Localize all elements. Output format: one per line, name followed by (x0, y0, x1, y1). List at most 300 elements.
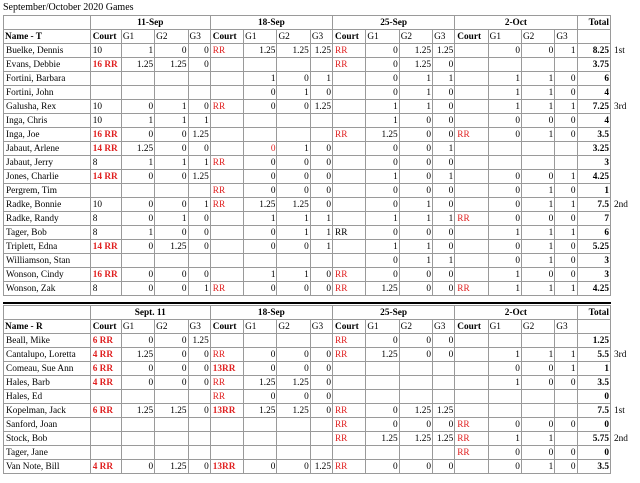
score-cell: 0 (244, 86, 277, 100)
court-cell (455, 268, 488, 282)
score-cell: 0 (521, 446, 554, 460)
player-name: Fortini, John (4, 86, 91, 100)
game-column-header: G2 (155, 30, 188, 44)
score-cell (488, 404, 521, 418)
score-cell: 1.25 (433, 404, 455, 418)
game-column-header: G1 (121, 30, 154, 44)
score-cell: 0 (433, 348, 455, 362)
score-cell: 0 (488, 198, 521, 212)
score-cell (155, 72, 188, 86)
score-cell (521, 404, 554, 418)
score-cell: 0 (366, 58, 399, 72)
score-cell (555, 156, 577, 170)
score-cell: 0 (521, 212, 554, 226)
score-cell: 1 (488, 72, 521, 86)
score-cell: 0 (310, 170, 332, 184)
total-cell: 3 (577, 254, 610, 268)
score-cell: 1 (399, 100, 432, 114)
score-cell: 0 (277, 390, 310, 404)
court-cell: RR (332, 460, 365, 474)
court-cell (333, 142, 366, 156)
score-cell: 1 (155, 114, 188, 128)
court-cell (90, 72, 121, 86)
column-header-row (4, 30, 611, 44)
score-cell (310, 432, 332, 446)
court-cell (455, 226, 488, 240)
score-cell: 0 (121, 240, 154, 254)
court-cell: 16 RR (90, 58, 121, 72)
court-cell (333, 100, 366, 114)
score-cell: 0 (244, 282, 277, 296)
score-cell: 0 (488, 114, 521, 128)
score-cell: 1.25 (399, 58, 432, 72)
score-cell: 0 (155, 142, 188, 156)
court-column-header: Court (90, 30, 121, 44)
court-cell (455, 348, 488, 362)
score-cell: 0 (155, 44, 188, 58)
column-header-row (4, 320, 611, 334)
court-cell: 13RR (210, 362, 243, 376)
score-cell: 0 (433, 114, 455, 128)
court-cell (210, 128, 243, 142)
score-cell: 0 (521, 376, 554, 390)
score-cell: 0 (155, 376, 188, 390)
score-cell: 1.25 (310, 100, 332, 114)
score-cell: 0 (488, 184, 521, 198)
score-cell: 0 (155, 128, 188, 142)
total-cell: 7.5 (577, 198, 610, 212)
score-cell (555, 334, 577, 348)
score-cell: 0 (488, 44, 521, 58)
score-cell (155, 86, 188, 100)
total-cell: 6 (577, 72, 610, 86)
score-cell: 1 (399, 86, 432, 100)
score-cell: 0 (277, 348, 310, 362)
court-cell (455, 114, 488, 128)
total-cell: 3.25 (577, 142, 610, 156)
score-cell (488, 58, 521, 72)
court-cell: RR (332, 418, 365, 432)
table-row (4, 156, 611, 170)
court-cell: RR (210, 44, 243, 58)
score-cell: 1 (310, 226, 332, 240)
table-row (4, 142, 611, 156)
score-cell: 0 (188, 226, 210, 240)
court-cell (333, 72, 366, 86)
court-cell: 13RR (210, 460, 243, 474)
game-column-header: G3 (433, 30, 455, 44)
date-header: 18-Sep (210, 16, 332, 30)
score-cell: 0 (399, 334, 432, 348)
score-cell (277, 334, 310, 348)
score-cell (521, 156, 554, 170)
court-cell: RR (332, 348, 365, 362)
score-cell: 0 (433, 58, 455, 72)
score-cell (310, 334, 332, 348)
table-row (4, 44, 611, 58)
court-cell: RR (455, 128, 488, 142)
score-cell: 0 (366, 226, 399, 240)
court-cell (333, 254, 366, 268)
court-cell: RR (332, 404, 365, 418)
total-cell: 1 (577, 184, 610, 198)
score-cell: 0 (121, 100, 154, 114)
score-cell: 1.25 (366, 128, 399, 142)
court-cell (333, 114, 366, 128)
score-cell: 0 (277, 100, 310, 114)
player-name: Sanford, Joan (4, 418, 91, 432)
score-cell: 0 (277, 362, 310, 376)
score-cell (121, 254, 154, 268)
score-cell: 0 (277, 282, 310, 296)
score-cell: 0 (188, 44, 210, 58)
court-cell: 4 RR (90, 348, 121, 362)
total-cell: 3.5 (577, 376, 610, 390)
game-column-header: G2 (155, 320, 188, 334)
score-cell (399, 390, 432, 404)
score-cell (555, 390, 577, 404)
score-cell: 1 (488, 376, 521, 390)
score-cell: 1.25 (188, 334, 210, 348)
court-cell (332, 376, 365, 390)
score-cell: 0 (555, 268, 577, 282)
score-cell: 0 (555, 86, 577, 100)
court-cell: RR (210, 376, 243, 390)
score-cell (155, 254, 188, 268)
score-cell: 0 (399, 418, 432, 432)
court-cell (455, 170, 488, 184)
blank-header-cell (4, 306, 91, 320)
score-cell: 1 (555, 226, 577, 240)
score-cell: 1.25 (310, 460, 332, 474)
court-cell: 16 RR (90, 128, 121, 142)
table-row (4, 334, 611, 348)
score-cell: 1.25 (366, 348, 399, 362)
table-section-t (3, 15, 611, 296)
score-cell: 1 (244, 72, 277, 86)
score-cell: 1 (188, 282, 210, 296)
score-cell: 1.25 (244, 404, 277, 418)
court-cell: 16 RR (90, 268, 121, 282)
score-cell (433, 376, 455, 390)
score-cell: 1.25 (277, 198, 310, 212)
court-cell: 6 RR (90, 362, 121, 376)
court-cell (210, 254, 243, 268)
score-cell: 0 (488, 212, 521, 226)
score-cell (310, 114, 332, 128)
score-cell: 1 (433, 142, 455, 156)
score-cell: 1 (555, 282, 577, 296)
player-name: Hales, Ed (4, 390, 91, 404)
score-cell: 1 (488, 100, 521, 114)
score-cell: 0 (433, 282, 455, 296)
score-cell: 1.25 (433, 44, 455, 58)
court-cell (90, 418, 121, 432)
score-cell: 0 (366, 460, 399, 474)
score-cell: 0 (155, 362, 188, 376)
score-cell: 1 (433, 212, 455, 226)
score-cell: 0 (366, 142, 399, 156)
score-cell: 0 (488, 240, 521, 254)
score-cell: 0 (277, 72, 310, 86)
table-row (4, 72, 611, 86)
game-column-header: G2 (399, 320, 432, 334)
score-cell: 0 (366, 44, 399, 58)
court-cell: 10 (90, 198, 121, 212)
score-cell: 0 (555, 184, 577, 198)
date-header: 2-Oct (455, 16, 577, 30)
court-cell: RR (332, 432, 365, 446)
score-cell (121, 184, 154, 198)
score-cell: 1.25 (121, 58, 154, 72)
court-cell (210, 268, 243, 282)
score-cell: 1 (155, 156, 188, 170)
total-cell: 1 (577, 362, 610, 376)
score-cell: 0 (310, 184, 332, 198)
score-cell: 1 (555, 44, 577, 58)
score-cell (555, 404, 577, 418)
score-cell (488, 390, 521, 404)
court-cell (210, 212, 243, 226)
score-cell: 1 (521, 198, 554, 212)
score-cell: 0 (433, 156, 455, 170)
score-cell: 1 (521, 72, 554, 86)
score-cell: 0 (310, 156, 332, 170)
score-cell: 0 (121, 334, 154, 348)
score-cell: 1.25 (277, 404, 310, 418)
score-cell: 1.25 (433, 432, 455, 446)
score-cell: 0 (488, 254, 521, 268)
score-cell (188, 72, 210, 86)
score-cell: 0 (366, 86, 399, 100)
player-name: Buelke, Dennis (4, 44, 91, 58)
court-cell: RR (333, 58, 366, 72)
total-header: Total (577, 306, 610, 320)
score-cell (188, 390, 210, 404)
score-cell (277, 128, 310, 142)
court-cell (210, 446, 243, 460)
score-cell: 1.25 (244, 198, 277, 212)
score-cell (244, 128, 277, 142)
table-row (4, 170, 611, 184)
score-cell: 0 (433, 268, 455, 282)
score-cell: 1 (521, 128, 554, 142)
game-column-header: G2 (521, 320, 554, 334)
court-cell (333, 198, 366, 212)
game-column-header: G1 (488, 30, 521, 44)
score-cell: 1 (366, 114, 399, 128)
court-cell (333, 240, 366, 254)
court-cell (455, 460, 488, 474)
score-cell: 0 (155, 226, 188, 240)
court-cell: 4 RR (90, 376, 121, 390)
court-cell: RR (455, 212, 488, 226)
player-name: Hales, Barb (4, 376, 91, 390)
name-column-header: Name - T (4, 30, 91, 44)
player-name: Galusha, Rex (4, 100, 91, 114)
court-cell: 10 (90, 100, 121, 114)
score-cell (244, 446, 277, 460)
score-cell: 0 (433, 86, 455, 100)
score-cell (155, 184, 188, 198)
player-name: Jabaut, Jerry (4, 156, 91, 170)
score-cell: 0 (366, 184, 399, 198)
score-cell: 1 (555, 170, 577, 184)
court-cell: RR (333, 282, 366, 296)
total-cell: 3.5 (577, 128, 610, 142)
court-cell (90, 254, 121, 268)
court-cell (210, 72, 243, 86)
date-header: Sept. 11 (90, 306, 210, 320)
game-column-header: G2 (277, 320, 310, 334)
score-cell: 1 (277, 212, 310, 226)
court-cell (90, 390, 121, 404)
court-cell: RR (333, 128, 366, 142)
court-cell: 10 (90, 44, 121, 58)
score-cell (244, 254, 277, 268)
score-cell: 1.25 (277, 44, 310, 58)
score-cell: 1 (521, 226, 554, 240)
score-cell: 1 (521, 282, 554, 296)
score-cell: 0 (399, 348, 432, 362)
score-cell: 1.25 (399, 404, 432, 418)
score-cell: 1 (155, 212, 188, 226)
court-cell: RR (210, 282, 243, 296)
game-column-header: G3 (555, 320, 577, 334)
score-cell: 0 (121, 362, 154, 376)
score-cell: 1 (433, 254, 455, 268)
score-cell: 0 (277, 240, 310, 254)
player-name: Jabaut, Arlene (4, 142, 91, 156)
score-cell: 0 (433, 418, 455, 432)
score-cell: 0 (433, 100, 455, 114)
score-cell: 1.25 (121, 142, 154, 156)
score-cell: 0 (521, 170, 554, 184)
score-cell (310, 418, 332, 432)
score-cell: 0 (366, 156, 399, 170)
score-cell: 0 (244, 142, 277, 156)
game-column-header: G3 (188, 30, 210, 44)
score-cell: 1 (521, 348, 554, 362)
score-cell: 1 (399, 212, 432, 226)
score-cell: 1 (188, 198, 210, 212)
score-cell (277, 114, 310, 128)
table-row (4, 86, 611, 100)
court-cell (210, 58, 243, 72)
court-cell (455, 156, 488, 170)
date-header: 25-Sep (333, 16, 455, 30)
score-cell: 1.25 (277, 376, 310, 390)
score-cell (488, 142, 521, 156)
score-cell (121, 432, 154, 446)
score-cell: 0 (188, 240, 210, 254)
score-cell: 1 (188, 114, 210, 128)
score-cell: 0 (188, 348, 210, 362)
score-cell: 1.25 (188, 128, 210, 142)
court-cell (210, 334, 243, 348)
player-name: Wonson, Cindy (4, 268, 91, 282)
score-cell (244, 334, 277, 348)
game-column-header: G1 (244, 320, 277, 334)
score-cell (521, 334, 554, 348)
table-row (4, 460, 611, 474)
court-cell (332, 390, 365, 404)
court-cell (210, 226, 243, 240)
score-cell: 0 (433, 334, 455, 348)
total-cell: 7 (577, 212, 610, 226)
rank-label: 1st (614, 405, 625, 416)
court-cell: 4 RR (90, 460, 121, 474)
score-cell (399, 376, 432, 390)
score-cell: 0 (399, 268, 432, 282)
score-cell: 1.25 (366, 432, 399, 446)
game-column-header: G3 (555, 30, 577, 44)
score-cell: 1 (488, 86, 521, 100)
score-cell: 0 (121, 376, 154, 390)
court-cell (210, 142, 243, 156)
player-name: Van Note, Bill (4, 460, 91, 474)
score-cell: 1 (277, 86, 310, 100)
score-cell: 1.25 (244, 376, 277, 390)
table-row (4, 114, 611, 128)
score-cell: 0 (277, 460, 310, 474)
score-cell: 0 (121, 198, 154, 212)
score-cell: 0 (399, 156, 432, 170)
court-column-header: Court (455, 320, 488, 334)
score-cell: 1 (399, 198, 432, 212)
court-cell: 6 RR (90, 404, 121, 418)
court-cell (455, 44, 488, 58)
score-cell: 0 (366, 198, 399, 212)
score-cell: 1.25 (121, 404, 154, 418)
rank-label: 3rd (614, 101, 627, 112)
score-cell: 1 (277, 226, 310, 240)
score-cell: 0 (121, 170, 154, 184)
score-cell: 0 (244, 100, 277, 114)
score-cell: 0 (555, 114, 577, 128)
total-cell: 0 (577, 418, 610, 432)
court-cell (90, 184, 121, 198)
table-row (4, 282, 611, 296)
score-cell: 0 (121, 460, 154, 474)
total-cell: 4.25 (577, 170, 610, 184)
court-cell: 14 RR (90, 170, 121, 184)
score-cell (310, 254, 332, 268)
player-name: Triplett, Edna (4, 240, 91, 254)
court-cell: RR (455, 418, 488, 432)
game-column-header: G1 (121, 320, 154, 334)
score-cell: 1 (488, 226, 521, 240)
score-cell (155, 390, 188, 404)
score-cell (244, 58, 277, 72)
court-cell (332, 446, 365, 460)
court-cell (455, 100, 488, 114)
score-cell: 1.25 (121, 348, 154, 362)
score-cell: 1 (366, 170, 399, 184)
score-cell: 0 (244, 348, 277, 362)
table-row (4, 128, 611, 142)
game-column-header: G3 (433, 320, 455, 334)
court-cell: RR (210, 184, 243, 198)
score-cell: 1 (521, 432, 554, 446)
score-cell: 0 (399, 142, 432, 156)
score-cell (310, 58, 332, 72)
table-row (4, 390, 611, 404)
score-cell: 0 (521, 362, 554, 376)
score-cell: 0 (399, 114, 432, 128)
court-cell: RR (455, 446, 488, 460)
player-name: Evans, Debbie (4, 58, 91, 72)
